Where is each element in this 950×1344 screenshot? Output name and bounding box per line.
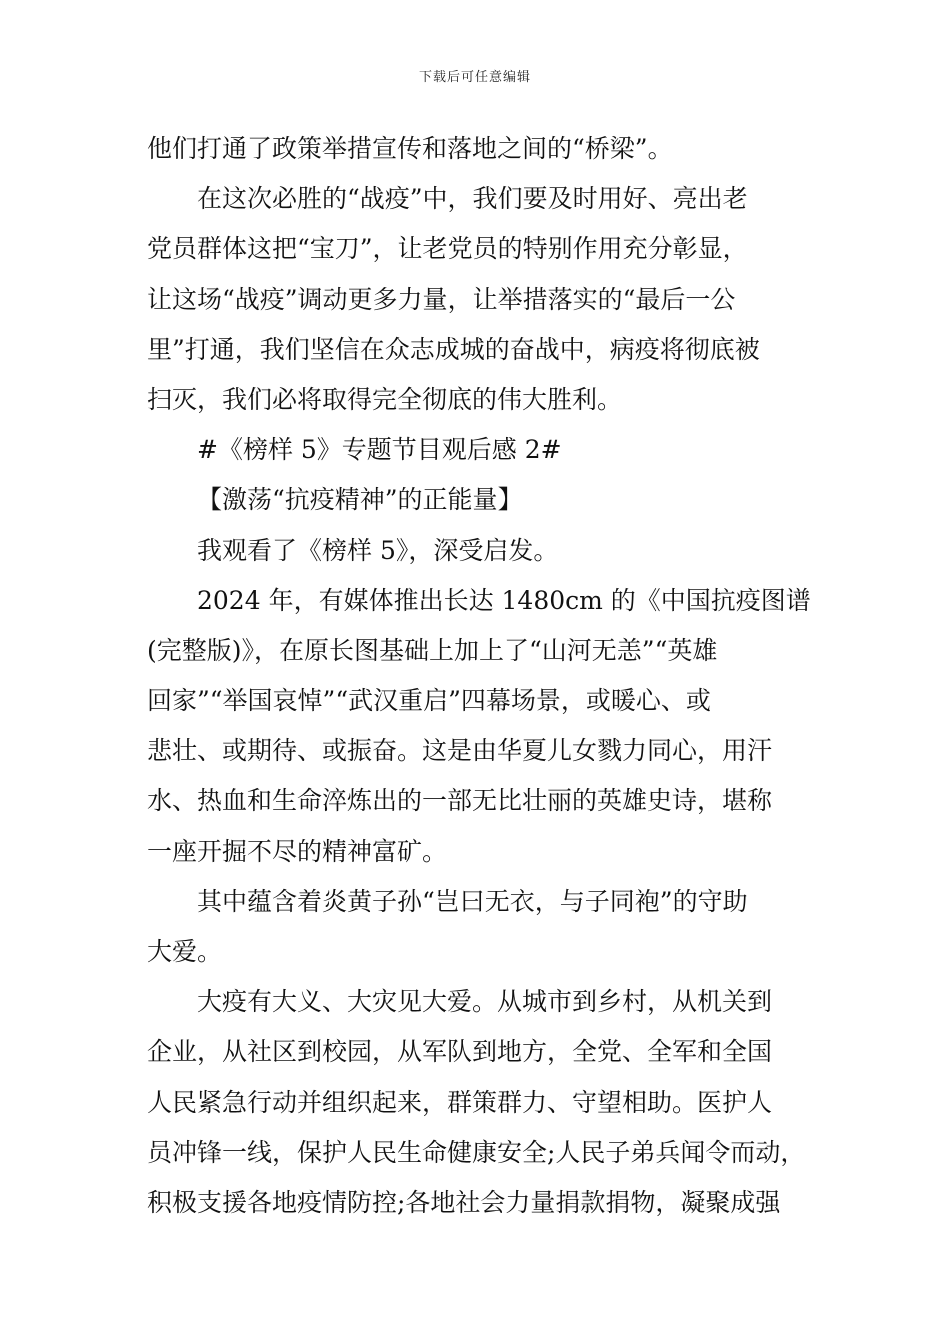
text-line: 其中蕴含着炎黄子孙“岂曰无衣，与子同袍”的守助 bbox=[197, 886, 748, 916]
text-line: 大疫有大义、大灾见大爱。从城市到乡村，从机关到 bbox=[197, 987, 773, 1017]
text-line: 我观看了《榜样 5》，深受启发。 bbox=[197, 535, 559, 565]
text-line: 2024 年，有媒体推出长达 1480cm 的《中国抗疫图谱 bbox=[197, 585, 811, 615]
text-line: (完整版)》，在原长图基础上加上了“山河无恙”“英雄 bbox=[147, 635, 718, 665]
text-line: 悲壮、或期待、或振奋。这是由华夏儿女戮力同心，用汗 bbox=[147, 736, 773, 766]
text-line: 水、热血和生命淬炼出的一部无比壮丽的英雄史诗，堪称 bbox=[147, 786, 773, 816]
text-line: 积极支援各地疫情防控;各地社会力量捐款捐物，凝聚成强 bbox=[147, 1187, 781, 1217]
document-body bbox=[147, 128, 817, 1232]
text-line: 员冲锋一线，保护人民生命健康安全;人民子弟兵闻令而动， bbox=[147, 1137, 806, 1167]
text-line: 一座开掘不尽的精神富矿。 bbox=[147, 836, 448, 866]
text-line: 人民紧急行动并组织起来，群策群力、守望相助。医护人 bbox=[147, 1087, 773, 1117]
text-line: #《榜样 5》专题节目观后感 2# bbox=[197, 435, 562, 465]
text-line: 回家”“举国哀悼”“武汉重启”四幕场景，或暖心、或 bbox=[147, 686, 711, 716]
text-line: 【激荡“抗疫精神”的正能量】 bbox=[197, 485, 523, 515]
text-line: 在这次必胜的“战疫”中，我们要及时用好、亮出老 bbox=[197, 184, 748, 214]
text-line: 让这场“战疫”调动更多力量，让举措落实的“最后一公 bbox=[147, 284, 736, 314]
text-line: 他们打通了政策举措宣传和落地之间的“桥梁”。 bbox=[147, 134, 673, 163]
page-header: 下载后可任意编辑 bbox=[418, 70, 531, 85]
text-line: 扫灭，我们必将取得完全彻底的伟大胜利。 bbox=[147, 384, 623, 414]
text-line: 企业，从社区到校园，从军队到地方，全党、全军和全国 bbox=[147, 1037, 773, 1067]
text-line: 大爱。 bbox=[147, 937, 223, 966]
text-line: 里”打通，我们坚信在众志成城的奋战中，病疫将彻底被 bbox=[147, 334, 760, 364]
text-line: 党员群体这把“宝刀”，让老党员的特别作用充分彰显， bbox=[147, 234, 748, 264]
